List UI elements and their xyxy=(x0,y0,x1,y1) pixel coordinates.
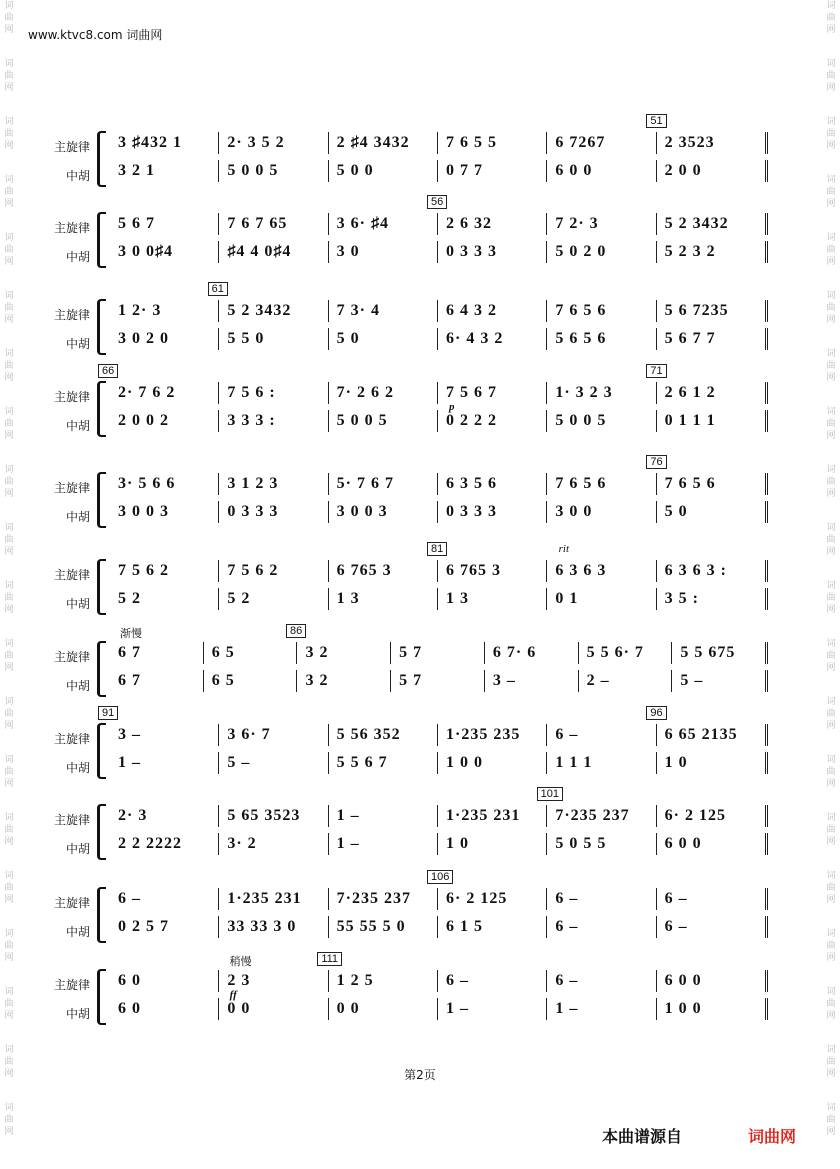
expression-mark: 渐慢 xyxy=(120,627,142,640)
instrument-label-zhonghu: 中胡 xyxy=(65,679,90,693)
measure: 5 0 2 0 xyxy=(547,241,656,263)
instrument-label-melody: 主旋律 xyxy=(53,140,90,154)
measure: 5 – xyxy=(672,670,768,692)
measure: 55 55 5 0 xyxy=(329,916,438,938)
zhonghu-staff xyxy=(110,159,768,183)
watermark-text: 词曲网 xyxy=(826,1045,836,1079)
measure: 3 0 0 3 xyxy=(110,501,219,523)
measure: 3· 5 6 6 xyxy=(110,473,219,495)
measure: 6 – xyxy=(547,888,656,910)
measure: 5 – xyxy=(219,752,328,774)
measure: 3 6· ♯4 xyxy=(329,213,438,235)
instrument-label-melody: 主旋律 xyxy=(53,308,90,322)
measure: 6 5 xyxy=(204,670,298,692)
zhonghu-staff xyxy=(110,240,768,264)
instrument-label-melody: 主旋律 xyxy=(53,221,90,235)
instrument-label-melody: 主旋律 xyxy=(53,896,90,910)
measure: 6 7 xyxy=(110,642,204,664)
measure: 7 5 6 7 xyxy=(438,382,547,404)
melody-staff xyxy=(110,887,768,911)
measure: 5 5 6 7 xyxy=(329,752,438,774)
system-bracket xyxy=(97,472,106,528)
measure: 3 – xyxy=(485,670,579,692)
measure: 7 6 7 65 xyxy=(219,213,328,235)
measure: 6 1 5 xyxy=(438,916,547,938)
expression-mark: ff xyxy=(229,989,237,1001)
measure: 2· 3 5 2 xyxy=(219,132,328,154)
measure: 3 0 0 xyxy=(547,501,656,523)
measure: 3 0 0 3 xyxy=(329,501,438,523)
measure: 33 33 3 0 xyxy=(219,916,328,938)
measure: 6 765 3 xyxy=(438,560,547,582)
measure: 1·235 231 xyxy=(438,805,547,827)
measure: 5 7 xyxy=(391,670,485,692)
watermark-text: 词曲网 xyxy=(4,581,14,615)
measure: 1 0 xyxy=(657,752,768,774)
measure: 1 – xyxy=(547,998,656,1020)
watermark-text: 词曲网 xyxy=(826,349,836,383)
measure-number: 61 xyxy=(208,282,228,296)
watermark-text: 词曲网 xyxy=(4,1,14,35)
system-bracket xyxy=(97,381,106,437)
measure-number: 91 xyxy=(98,706,118,720)
measure: 7 2· 3 xyxy=(547,213,656,235)
measure: 6 – xyxy=(110,888,219,910)
measure: 3 1 2 3 xyxy=(219,473,328,495)
watermark-text: 词曲网 xyxy=(4,117,14,151)
expression-mark: rit xyxy=(558,543,570,555)
instrument-label-zhonghu: 中胡 xyxy=(65,419,90,433)
watermark-text: 词曲网 xyxy=(4,755,14,789)
measure: 7 6 5 6 xyxy=(547,300,656,322)
site-header[interactable]: www.ktvc8.com 词曲网 xyxy=(28,28,163,42)
measure: 5 0 xyxy=(329,328,438,350)
measure: 5 5 0 xyxy=(219,328,328,350)
measure: 5 0 0 5 xyxy=(219,160,328,182)
measure: 6 65 2135 xyxy=(657,724,768,746)
watermark-text: 词曲网 xyxy=(826,233,836,267)
measure: 5 6 7235 xyxy=(657,300,768,322)
melody-staff xyxy=(110,131,768,155)
zhonghu-staff xyxy=(110,832,768,856)
measure: 6 7· 6 xyxy=(485,642,579,664)
measure: 6 – xyxy=(657,916,768,938)
measure-number: 111 xyxy=(317,952,342,966)
measure-number: 51 xyxy=(646,114,666,128)
measure: 2 – xyxy=(579,670,673,692)
system-bracket xyxy=(97,804,106,860)
measure: 6 0 0 xyxy=(547,160,656,182)
measure-number: 106 xyxy=(427,870,453,884)
measure: 5 2 3432 xyxy=(219,300,328,322)
measure: 3 2 xyxy=(297,670,391,692)
zhonghu-staff xyxy=(110,915,768,939)
watermark-text: 词曲网 xyxy=(826,813,836,847)
measure: 1 – xyxy=(110,752,219,774)
measure: 7·235 237 xyxy=(329,888,438,910)
watermark-text: 词曲网 xyxy=(4,349,14,383)
measure: 6 4 3 2 xyxy=(438,300,547,322)
watermark-text: 词曲网 xyxy=(826,465,836,499)
measure: 0 3 3 3 xyxy=(438,241,547,263)
measure: 1 0 0 xyxy=(438,752,547,774)
watermark-text: 词曲网 xyxy=(4,697,14,731)
source-label: 本曲谱源自 xyxy=(602,1127,683,1146)
watermark-text: 词曲网 xyxy=(826,1,836,35)
measure: 3 3 3 : xyxy=(219,410,328,432)
measure: ♯4 4 0♯4 xyxy=(219,241,328,263)
watermark-text: 词曲网 xyxy=(4,813,14,847)
watermark-text: 词曲网 xyxy=(826,291,836,325)
instrument-label-zhonghu: 中胡 xyxy=(65,925,90,939)
watermark-text: 词曲网 xyxy=(826,407,836,441)
measure: 1 2· 3 xyxy=(110,300,219,322)
measure: 0 3 3 3 xyxy=(438,501,547,523)
measure: 1 1 1 xyxy=(547,752,656,774)
instrument-label-zhonghu: 中胡 xyxy=(65,597,90,611)
watermark-text: 词曲网 xyxy=(826,523,836,557)
measure: 5 5 675 xyxy=(672,642,768,664)
measure: 1 – xyxy=(329,805,438,827)
watermark-text: 词曲网 xyxy=(4,929,14,963)
melody-staff xyxy=(110,559,768,583)
measure: 6 – xyxy=(657,888,768,910)
measure: 1·235 231 xyxy=(219,888,328,910)
measure: 3 2 xyxy=(297,642,391,664)
measure: 6· 2 125 xyxy=(438,888,547,910)
measure: 0 3 3 3 xyxy=(219,501,328,523)
measure: 7 5 6 : xyxy=(219,382,328,404)
watermark-text: 词曲网 xyxy=(4,175,14,209)
melody-staff xyxy=(110,472,768,496)
measure: 6· 2 125 xyxy=(657,805,768,827)
measure: 5 2 xyxy=(110,588,219,610)
watermark-text: 词曲网 xyxy=(826,639,836,673)
measure: 1 – xyxy=(438,998,547,1020)
instrument-label-melody: 主旋律 xyxy=(53,568,90,582)
measure: 1 3 xyxy=(329,588,438,610)
measure: 5 0 xyxy=(657,501,768,523)
instrument-label-zhonghu: 中胡 xyxy=(65,510,90,524)
measure-number: 71 xyxy=(646,364,666,378)
measure: 7 6 5 5 xyxy=(438,132,547,154)
measure: 0 1 1 1 xyxy=(657,410,768,432)
score-system xyxy=(0,871,840,944)
measure: 3· 2 xyxy=(219,833,328,855)
measure: 6 765 3 xyxy=(329,560,438,582)
measure: 5 6 7 xyxy=(110,213,219,235)
score-system xyxy=(0,283,840,356)
instrument-label-melody: 主旋律 xyxy=(53,732,90,746)
melody-staff xyxy=(110,212,768,236)
measure: 1 0 xyxy=(438,833,547,855)
measure: 6 7 xyxy=(110,670,204,692)
score-system xyxy=(0,625,840,698)
measure: 2 ♯4 3432 xyxy=(329,132,438,154)
measure: 7· 2 6 2 xyxy=(329,382,438,404)
zhonghu-staff xyxy=(110,997,768,1021)
score-system xyxy=(0,788,840,861)
instrument-label-melody: 主旋律 xyxy=(53,978,90,992)
measure-number: 56 xyxy=(427,195,447,209)
zhonghu-staff xyxy=(110,587,768,611)
measure: 6 0 0 xyxy=(657,970,768,992)
system-bracket xyxy=(97,212,106,268)
measure: 7 5 6 2 xyxy=(110,560,219,582)
measure: 3 0 0♯4 xyxy=(110,241,219,263)
measure: 5 6 5 6 xyxy=(547,328,656,350)
score-system xyxy=(0,456,840,529)
zhonghu-staff xyxy=(110,669,768,693)
zhonghu-staff xyxy=(110,751,768,775)
melody-staff xyxy=(110,723,768,747)
watermark-text: 词曲网 xyxy=(4,233,14,267)
measure: 6 – xyxy=(438,970,547,992)
measure: 5 2 3432 xyxy=(657,213,768,235)
watermark-text: 词曲网 xyxy=(826,117,836,151)
measure: 0 0 xyxy=(219,998,328,1020)
score-system xyxy=(0,543,840,616)
system-bracket xyxy=(97,723,106,779)
melody-staff xyxy=(110,299,768,323)
measure: 6 7267 xyxy=(547,132,656,154)
instrument-label-zhonghu: 中胡 xyxy=(65,761,90,775)
system-bracket xyxy=(97,641,106,697)
expression-mark: p xyxy=(449,401,455,413)
measure: 6 5 xyxy=(204,642,298,664)
watermark-text: 词曲网 xyxy=(826,1103,836,1137)
score-system xyxy=(0,953,840,1026)
measure: 2 6 1 2 xyxy=(657,382,768,404)
measure-number: 86 xyxy=(286,624,306,638)
instrument-label-melody: 主旋律 xyxy=(53,481,90,495)
measure-number: 66 xyxy=(98,364,118,378)
instrument-label-zhonghu: 中胡 xyxy=(65,842,90,856)
system-bracket xyxy=(97,887,106,943)
measure: 1 – xyxy=(329,833,438,855)
measure: 5 56 352 xyxy=(329,724,438,746)
measure: 5· 7 6 7 xyxy=(329,473,438,495)
instrument-label-zhonghu: 中胡 xyxy=(65,169,90,183)
watermark-text: 词曲网 xyxy=(826,697,836,731)
measure: 6 – xyxy=(547,724,656,746)
melody-staff xyxy=(110,641,768,665)
instrument-label-zhonghu: 中胡 xyxy=(65,250,90,264)
measure: 6 0 xyxy=(110,970,219,992)
measure: 3 0 2 0 xyxy=(110,328,219,350)
page-number: 第2页 xyxy=(404,1068,436,1082)
watermark-text: 词曲网 xyxy=(826,581,836,615)
measure: 3 5 : xyxy=(657,588,768,610)
measure-number: 81 xyxy=(427,542,447,556)
measure: 7 6 5 6 xyxy=(547,473,656,495)
watermark-text: 词曲网 xyxy=(4,871,14,905)
system-bracket xyxy=(97,969,106,1025)
measure: 1·235 235 xyxy=(438,724,547,746)
measure: 7 3· 4 xyxy=(329,300,438,322)
measure: 2 3 xyxy=(219,970,328,992)
measure: 0 2 5 7 xyxy=(110,916,219,938)
measure-number: 101 xyxy=(537,787,563,801)
system-bracket xyxy=(97,131,106,187)
measure: 5 5 6· 7 xyxy=(579,642,673,664)
measure: 2 3523 xyxy=(657,132,768,154)
measure: 6 – xyxy=(547,970,656,992)
melody-staff xyxy=(110,804,768,828)
measure: 7·235 237 xyxy=(547,805,656,827)
measure: 5 7 xyxy=(391,642,485,664)
measure: 6 – xyxy=(547,916,656,938)
measure: 5 2 3 2 xyxy=(657,241,768,263)
measure: 3 – xyxy=(110,724,219,746)
melody-staff xyxy=(110,381,768,405)
instrument-label-melody: 主旋律 xyxy=(53,813,90,827)
zhonghu-staff xyxy=(110,500,768,524)
measure: 6 3 5 6 xyxy=(438,473,547,495)
expression-mark: 稍慢 xyxy=(229,955,252,968)
measure: 2 0 0 2 xyxy=(110,410,219,432)
measure: 5 0 0 xyxy=(329,160,438,182)
watermark-text: 词曲网 xyxy=(4,1045,14,1079)
measure: 2· 3 xyxy=(110,805,219,827)
measure: 3 0 xyxy=(329,241,438,263)
measure: 6 0 0 xyxy=(657,833,768,855)
measure: 1· 3 2 3 xyxy=(547,382,656,404)
measure: 7 5 6 2 xyxy=(219,560,328,582)
measure: 1 3 xyxy=(438,588,547,610)
watermark-text: 词曲网 xyxy=(826,987,836,1021)
watermark-text: 词曲网 xyxy=(4,407,14,441)
measure: 5 0 0 5 xyxy=(547,410,656,432)
watermark-text: 词曲网 xyxy=(4,639,14,673)
zhonghu-staff xyxy=(110,409,768,433)
measure: 0 1 xyxy=(547,588,656,610)
instrument-label-melody: 主旋律 xyxy=(53,390,90,404)
watermark-text: 词曲网 xyxy=(4,987,14,1021)
instrument-label-zhonghu: 中胡 xyxy=(65,337,90,351)
measure: 1 0 0 xyxy=(657,998,768,1020)
measure: 3 ♯432 1 xyxy=(110,132,219,154)
system-bracket xyxy=(97,559,106,615)
watermark-text: 词曲网 xyxy=(4,1103,14,1137)
zhonghu-staff xyxy=(110,327,768,351)
watermark-text: 词曲网 xyxy=(826,871,836,905)
measure: 6 3 6 3 : xyxy=(657,560,768,582)
measure: 6· 4 3 2 xyxy=(438,328,547,350)
measure: 0 0 xyxy=(329,998,438,1020)
measure: 5 0 0 5 xyxy=(329,410,438,432)
measure: 2 0 0 xyxy=(657,160,768,182)
system-bracket xyxy=(97,299,106,355)
measure: 6 3 6 3 xyxy=(547,560,656,582)
watermark-text: 词曲网 xyxy=(826,929,836,963)
measure: 5 65 3523 xyxy=(219,805,328,827)
measure-number: 76 xyxy=(646,455,666,469)
watermark-text: 词曲网 xyxy=(826,59,836,93)
measure: 0 2 2 2 xyxy=(438,410,547,432)
measure: 3 2 1 xyxy=(110,160,219,182)
measure: 1 2 5 xyxy=(329,970,438,992)
watermark-text: 词曲网 xyxy=(826,755,836,789)
measure: 0 7 7 xyxy=(438,160,547,182)
melody-staff xyxy=(110,969,768,993)
watermark-text: 词曲网 xyxy=(4,59,14,93)
watermark-text: 词曲网 xyxy=(4,523,14,557)
watermark-text: 词曲网 xyxy=(4,291,14,325)
measure: 6 0 xyxy=(110,998,219,1020)
instrument-label-melody: 主旋律 xyxy=(53,650,90,664)
measure: 2 2 2222 xyxy=(110,833,219,855)
measure: 7 6 5 6 xyxy=(657,473,768,495)
measure: 5 6 7 7 xyxy=(657,328,768,350)
score-system xyxy=(0,115,840,188)
measure-number: 96 xyxy=(646,706,666,720)
measure: 5 0 5 5 xyxy=(547,833,656,855)
measure: 2· 7 6 2 xyxy=(110,382,219,404)
measure: 5 2 xyxy=(219,588,328,610)
score-system xyxy=(0,196,840,269)
measure: 3 6· 7 xyxy=(219,724,328,746)
brand-logo-text[interactable]: 词曲网 xyxy=(748,1127,797,1146)
measure: 2 6 32 xyxy=(438,213,547,235)
watermark-text: 词曲网 xyxy=(4,465,14,499)
instrument-label-zhonghu: 中胡 xyxy=(65,1007,90,1021)
watermark-text: 词曲网 xyxy=(826,175,836,209)
